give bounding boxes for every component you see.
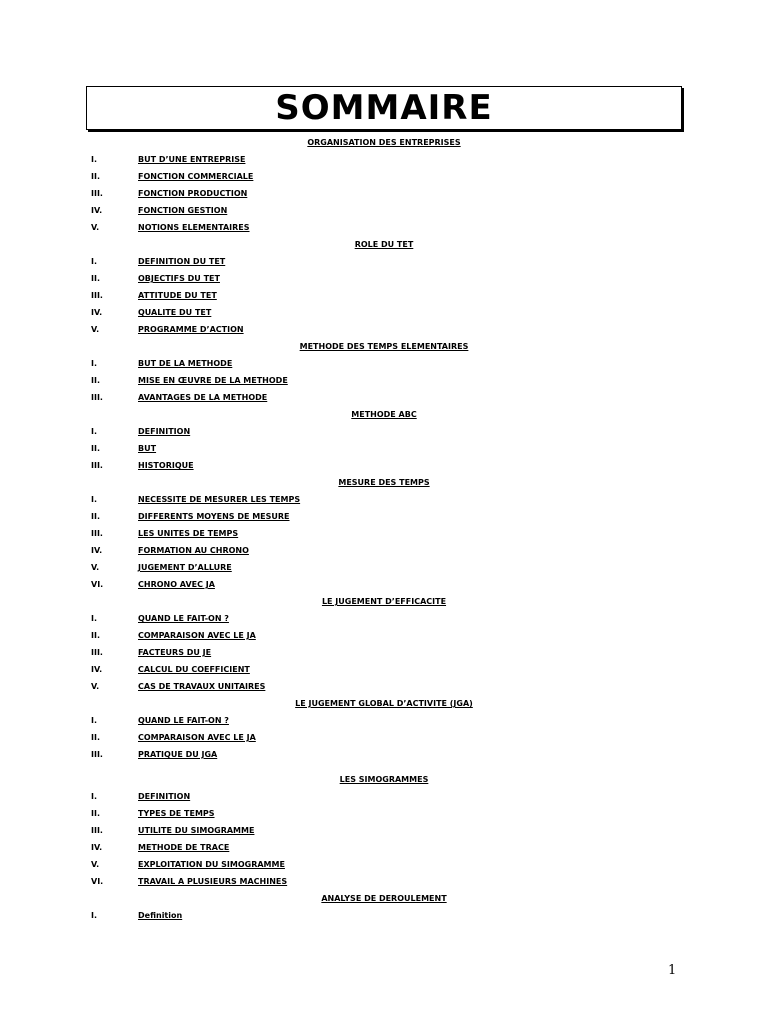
entry-number: IV.: [91, 843, 103, 852]
entry-label: NOTIONS ELEMENTAIRES: [138, 223, 250, 232]
entry-number: IV.: [91, 665, 103, 674]
toc-entry: [0, 202, 768, 219]
toc-entry: [0, 805, 768, 822]
entry-number: V.: [91, 563, 100, 572]
toc-entry: [0, 542, 768, 559]
toc-entry: [0, 219, 768, 236]
toc-entry: [0, 788, 768, 805]
entry-label: EXPLOITATION DU SIMOGRAMME: [138, 860, 285, 869]
entry-number: IV.: [91, 206, 103, 215]
entry-number: I.: [91, 495, 98, 504]
entry-label: BUT D’UNE ENTREPRISE: [138, 155, 246, 164]
entry-label: CAS DE TRAVAUX UNITAIRES: [138, 682, 266, 691]
toc-entry: [0, 457, 768, 474]
entry-label: BUT: [138, 444, 157, 453]
toc-entry: [0, 423, 768, 440]
toc-entry: [0, 372, 768, 389]
entry-number: V.: [91, 860, 100, 869]
section-heading: LES SIMOGRAMMES: [339, 775, 429, 784]
toc-entry: [0, 491, 768, 508]
toc-entry: [0, 822, 768, 839]
entry-number: I.: [91, 359, 98, 368]
toc-entry: [0, 559, 768, 576]
toc-entry: [0, 627, 768, 644]
entry-label: TRAVAIL A PLUSIEURS MACHINES: [138, 877, 288, 886]
entry-number: V.: [91, 223, 100, 232]
entry-number: VI.: [91, 877, 104, 886]
toc-entry: [0, 321, 768, 338]
entry-number: I.: [91, 427, 98, 436]
entry-number: V.: [91, 682, 100, 691]
entry-number: I.: [91, 614, 98, 623]
section-heading: ANALYSE DE DEROULEMENT: [321, 894, 447, 903]
toc-entry: [0, 185, 768, 202]
entry-label: PROGRAMME D’ACTION: [138, 325, 244, 334]
entry-number: II.: [91, 172, 100, 181]
entry-number: VI.: [91, 580, 104, 589]
entry-number: III.: [91, 648, 103, 657]
toc-entry: [0, 304, 768, 321]
entry-label: Definition: [138, 911, 183, 920]
page-title: SOMMAIRE: [275, 88, 493, 128]
entry-label: DIFFERENTS MOYENS DE MESURE: [138, 512, 290, 521]
entry-label: COMPARAISON AVEC LE JA: [138, 733, 256, 742]
entry-label: OBJECTIFS DU TET: [138, 274, 220, 283]
entry-label: CHRONO AVEC JA: [138, 580, 215, 589]
entry-label: QUALITE DU TET: [138, 308, 212, 317]
toc-entry: [0, 678, 768, 695]
toc-entry: [0, 525, 768, 542]
entry-label: DEFINITION: [138, 792, 191, 801]
toc-entry: [0, 712, 768, 729]
toc-entry: [0, 151, 768, 168]
entry-number: V.: [91, 325, 100, 334]
entry-label: METHODE DE TRACE: [138, 843, 230, 852]
entry-number: III.: [91, 826, 103, 835]
section-heading: LE JUGEMENT D’EFFICACITE: [321, 597, 447, 606]
title-box: [86, 86, 682, 130]
entry-label: JUGEMENT D’ALLURE: [138, 563, 232, 572]
section-heading: ORGANISATION DES ENTREPRISES: [307, 138, 461, 147]
entry-label: FONCTION COMMERCIALE: [138, 172, 254, 181]
table-of-contents: [0, 134, 768, 924]
toc-entry: [0, 389, 768, 406]
entry-number: II.: [91, 733, 100, 742]
entry-label: ATTITUDE DU TET: [138, 291, 217, 300]
entry-number: III.: [91, 750, 103, 759]
entry-label: QUAND LE FAIT-ON ?: [138, 614, 229, 623]
entry-label: FORMATION AU CHRONO: [138, 546, 249, 555]
entry-label: TYPES DE TEMPS: [138, 809, 215, 818]
toc-entry: [0, 729, 768, 746]
entry-label: FACTEURS DU JE: [138, 648, 212, 657]
entry-number: II.: [91, 631, 100, 640]
entry-number: III.: [91, 393, 103, 402]
entry-number: I.: [91, 716, 98, 725]
entry-label: HISTORIQUE: [138, 461, 194, 470]
section-heading: METHODE ABC: [351, 410, 417, 419]
entry-number: I.: [91, 792, 98, 801]
entry-number: III.: [91, 461, 103, 470]
page-number: 1: [668, 963, 677, 978]
entry-number: I.: [91, 155, 98, 164]
entry-number: III.: [91, 291, 103, 300]
toc-entry: [0, 287, 768, 304]
toc-entry: [0, 440, 768, 457]
toc-entry: [0, 610, 768, 627]
section-heading: MESURE DES TEMPS: [338, 478, 430, 487]
toc-entry: [0, 644, 768, 661]
toc-entry: [0, 661, 768, 678]
toc-entry: [0, 873, 768, 890]
entry-label: DEFINITION DU TET: [138, 257, 226, 266]
section-heading: ROLE DU TET: [354, 240, 414, 249]
entry-label: FONCTION GESTION: [138, 206, 228, 215]
entry-label: LES UNITES DE TEMPS: [138, 529, 239, 538]
toc-entry: [0, 355, 768, 372]
section-heading: LE JUGEMENT GLOBAL D’ACTIVITE (JGA): [295, 699, 473, 708]
entry-number: II.: [91, 444, 100, 453]
entry-label: UTILITE DU SIMOGRAMME: [138, 826, 255, 835]
toc-entry: [0, 856, 768, 873]
entry-number: IV.: [91, 308, 103, 317]
entry-label: QUAND LE FAIT-ON ?: [138, 716, 229, 725]
toc-entry: [0, 839, 768, 856]
entry-number: III.: [91, 529, 103, 538]
section-heading: METHODE DES TEMPS ELEMENTAIRES: [299, 342, 469, 351]
entry-label: DEFINITION: [138, 427, 191, 436]
entry-label: COMPARAISON AVEC LE JA: [138, 631, 256, 640]
entry-number: I.: [91, 911, 98, 920]
toc-entry: [0, 168, 768, 185]
entry-number: II.: [91, 809, 100, 818]
entry-number: II.: [91, 512, 100, 521]
entry-label: CALCUL DU COEFFICIENT: [138, 665, 250, 674]
toc-entry: [0, 907, 768, 924]
entry-number: III.: [91, 189, 103, 198]
entry-number: II.: [91, 274, 100, 283]
toc-entry: [0, 746, 768, 763]
entry-label: MISE EN ŒUVRE DE LA METHODE: [138, 376, 288, 385]
entry-label: BUT DE LA METHODE: [138, 359, 233, 368]
toc-entry: [0, 270, 768, 287]
entry-label: NECESSITE DE MESURER LES TEMPS: [138, 495, 301, 504]
entry-number: I.: [91, 257, 98, 266]
toc-entry: [0, 253, 768, 270]
entry-label: PRATIQUE DU JGA: [138, 750, 218, 759]
entry-label: AVANTAGES DE LA METHODE: [138, 393, 268, 402]
entry-number: IV.: [91, 546, 103, 555]
toc-entry: [0, 508, 768, 525]
entry-number: II.: [91, 376, 100, 385]
entry-label: FONCTION PRODUCTION: [138, 189, 248, 198]
toc-entry: [0, 576, 768, 593]
